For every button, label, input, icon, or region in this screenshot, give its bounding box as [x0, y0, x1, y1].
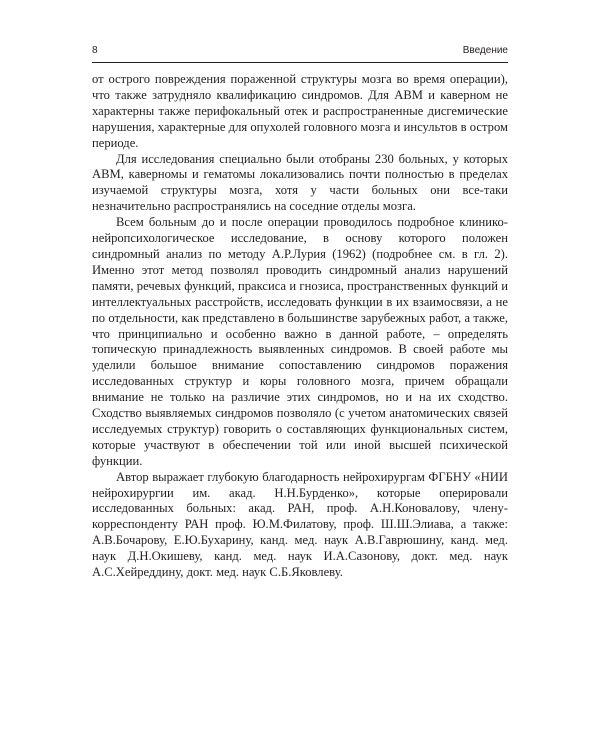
paragraph-acknowledgements: Автор выражает глубокую благодарность нейрохирургам ФГБНУ «НИИ нейрохирургии им. акад. Н.Н.Бурденко», которые оперировали исследованных больных: акад. РАН, проф. А.Н.Коноваловy, члену-корреспонденту РАН проф. Ю.М.Филатову, проф. Ш.Ш.Элиава, а также: А.В.Бочарову, Е.Ю.Бухарину, канд. мед. наук А.В.Гаврюшину, канд. мед. наук Д.Н.Окишеву, канд. мед. наук И.А.Сазонову, докт. мед. наук А.С.Хейреддину, докт. мед. наук С.Б.Яковлеву. [92, 469, 508, 580]
paragraph: Всем больным до и после операции проводилось подробное клинико-нейропсихологическое исследование, в основу которого положен синдромный анализ по методу А.Р.Лурия (1962) (подробнее см. в гл. 2). Именно этот метод позволял проводить синдромный анализ нарушений памяти, речевых функций, праксиса и гнозиса, пространственных функций и интеллектуальных расстройств, исследовать функции в их взаимосвязи, а не по отдельности, как представлено в большинстве зарубежных работ, а также, что принципиально и особенно важно в данной работе, – определять топическую принадлежность выявленных синдромов. В своей работе мы уделили большое внимание сопоставлению синдромов поражения исследованных структур и коры головного мозга, причем обращали внимание не только на различие этих синдромов, но и на их сходство. Сходство выявляемых синдромов позволяло (с учетом анатомических связей исследуемых структур) говорить о составляющих функциональных систем, которые участвуют в обеспечении той или иной высшей психической функции. [92, 215, 508, 468]
page-number: 8 [92, 45, 98, 56]
running-head [92, 43, 508, 59]
paragraph: Для исследования специально были отобраны 230 больных, у которых АВМ, каверномы и гематомы локализовались почти полностью в пределах изучаемой структуры мозга, хотя у части больных они все-таки незначительно распространялись на соседние отделы мозга. [92, 151, 508, 214]
body-text [92, 72, 508, 581]
paragraph-continuation: от острого повреждения пораженной структуры мозга во время операции), что также затрудняло квалификацию синдромов. Для АВМ и каверном не характерны также перифокальный отек и распространенные дисгемические нарушения, характерные для опухолей головного мозга и инсультов в остром периоде. [92, 72, 508, 150]
section-title: Введение [462, 45, 508, 56]
header-rule [92, 62, 508, 63]
